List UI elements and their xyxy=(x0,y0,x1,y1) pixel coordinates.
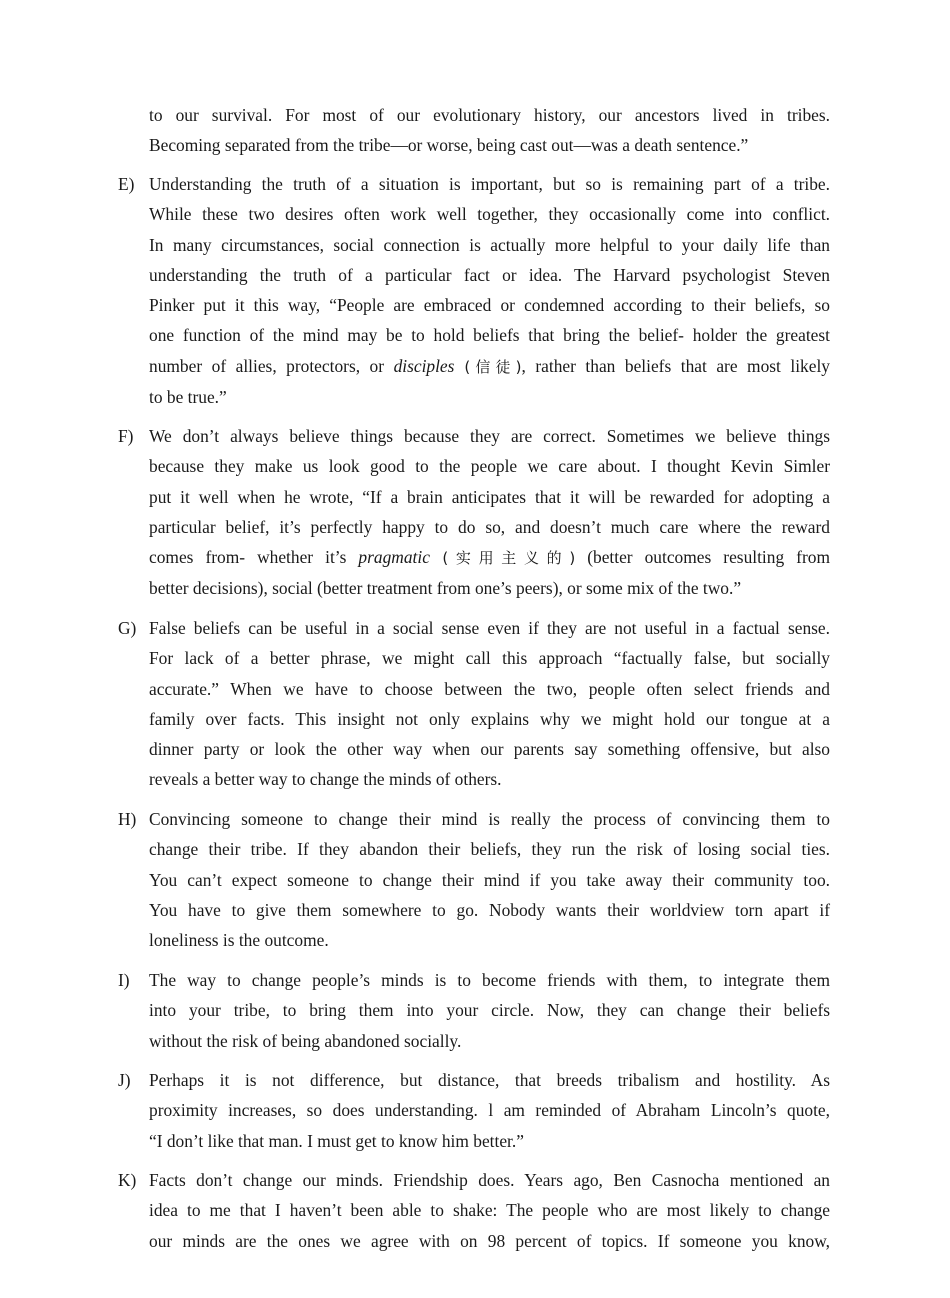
text-line: to our survival. For most of our evolutionary history, our ancestors lived in tribes. xyxy=(149,105,830,125)
text-line: “I don’t like that man. I must get to know him better.” xyxy=(149,1130,524,1151)
text-line: dinner party or look the other way when our parents say something offensive, but also xyxy=(149,739,830,760)
italic-term: pragmatic xyxy=(358,547,430,568)
text-line: put it well when he wrote, “If a brain anticipates that it will be rewarded for adopting a xyxy=(149,486,830,507)
paragraph-label: I) xyxy=(118,970,130,990)
text-line: particular belief, it’s perfectly happy to do so, and doesn’t much care where the reward xyxy=(149,516,830,537)
paragraph-i xyxy=(118,965,830,1056)
text-line: We don’t always believe things because they are correct. Sometimes we believe things xyxy=(149,426,830,446)
text-line: loneliness is the outcome. xyxy=(149,930,329,951)
paragraph-label: J) xyxy=(118,1070,131,1090)
paragraph-label: H) xyxy=(118,809,137,829)
text-line: better decisions), social (better treatment from one’s peers), or some mix of the two.” xyxy=(149,578,742,599)
text-line-rich: number of allies, protectors, or disciples (信徒), rather than beliefs that are most likely xyxy=(149,355,830,376)
paragraph-h xyxy=(118,804,830,955)
text-line: While these two desires often work well together, they occasionally come into conflict. xyxy=(149,204,830,225)
text-line: our minds are the ones we agree with on 98 percent of topics. If someone you know, xyxy=(149,1230,830,1251)
paragraph-label: F) xyxy=(118,426,134,446)
text-line: change their tribe. If they abandon their beliefs, they run the risk of losing social ties. xyxy=(149,839,830,860)
text-line: Pinker put it this way, “People are embraced or condemned according to their beliefs, so xyxy=(149,295,830,316)
text-line: In many circumstances, social connection is actually more helpful to your daily life than xyxy=(149,234,830,255)
text-line: Facts don’t change our minds. Friendship does. Years ago, Ben Casnocha mentioned an xyxy=(149,1170,830,1190)
text-line: proximity increases, so does understanding. l am reminded of Abraham Lincoln’s quote, xyxy=(149,1100,830,1121)
paragraph-label: E) xyxy=(118,174,135,194)
text-line: accurate.” When we have to choose between the two, people often select friends and xyxy=(149,678,830,699)
text-line: family over facts. This insight not only explains why we might hold our tongue at a xyxy=(149,708,830,729)
text-line: into your tribe, to bring them into your circle. Now, they can change their beliefs xyxy=(149,1000,830,1021)
paragraph-g xyxy=(118,613,830,795)
text-line: understanding the truth of a particular fact or idea. The Harvard psychologist Steven xyxy=(149,264,830,285)
paragraph-e xyxy=(118,169,830,412)
text-line: one function of the mind may be to hold beliefs that bring the belief- holder the greatest xyxy=(149,325,830,346)
text-line: Perhaps it is not difference, but distance, that breeds tribalism and hostility. As xyxy=(149,1070,830,1090)
paragraph-label: K) xyxy=(118,1170,137,1190)
text-line: to be true.” xyxy=(149,387,227,408)
italic-term: disciples xyxy=(393,355,455,376)
text-line: False beliefs can be useful in a social sense even if they are not useful in a factual sense. xyxy=(149,618,830,638)
text-line: For lack of a better phrase, we might call this approach “factually false, but socially xyxy=(149,648,830,669)
chinese-gloss: (实用主义的) xyxy=(429,549,576,568)
paragraph-k xyxy=(118,1165,830,1256)
text-line: The way to change people’s minds is to become friends with them, to integrate them xyxy=(149,970,830,990)
text-line: idea to me that I haven’t been able to shake: The people who are most likely to change xyxy=(149,1200,830,1221)
text-line: You have to give them somewhere to go. Nobody wants their worldview torn apart if xyxy=(149,899,830,920)
paragraph-f xyxy=(118,421,830,604)
text-line: Understanding the truth of a situation is important, but so is remaining part of a tribe. xyxy=(149,174,830,194)
text-line: without the risk of being abandoned socially. xyxy=(149,1030,462,1051)
paragraph-label: G) xyxy=(118,618,137,638)
paragraph-j xyxy=(118,1065,830,1156)
text-line-rich: comes from- whether it’s pragmatic (实用主义的) (better outcomes resulting from xyxy=(149,547,830,568)
paragraph-continuation xyxy=(118,100,830,161)
text-line: Convincing someone to change their mind is really the process of convincing them to xyxy=(149,809,830,829)
text-line: because they make us look good to the people we care about. I thought Kevin Simler xyxy=(149,456,830,477)
text-line: You can’t expect someone to change their mind if you take away their community too. xyxy=(149,869,830,890)
text-line: Becoming separated from the tribe—or worse, being cast out—was a death sentence.” xyxy=(149,135,749,156)
text-line: reveals a better way to change the minds of others. xyxy=(149,769,502,790)
chinese-gloss: (信徒) xyxy=(454,357,522,376)
